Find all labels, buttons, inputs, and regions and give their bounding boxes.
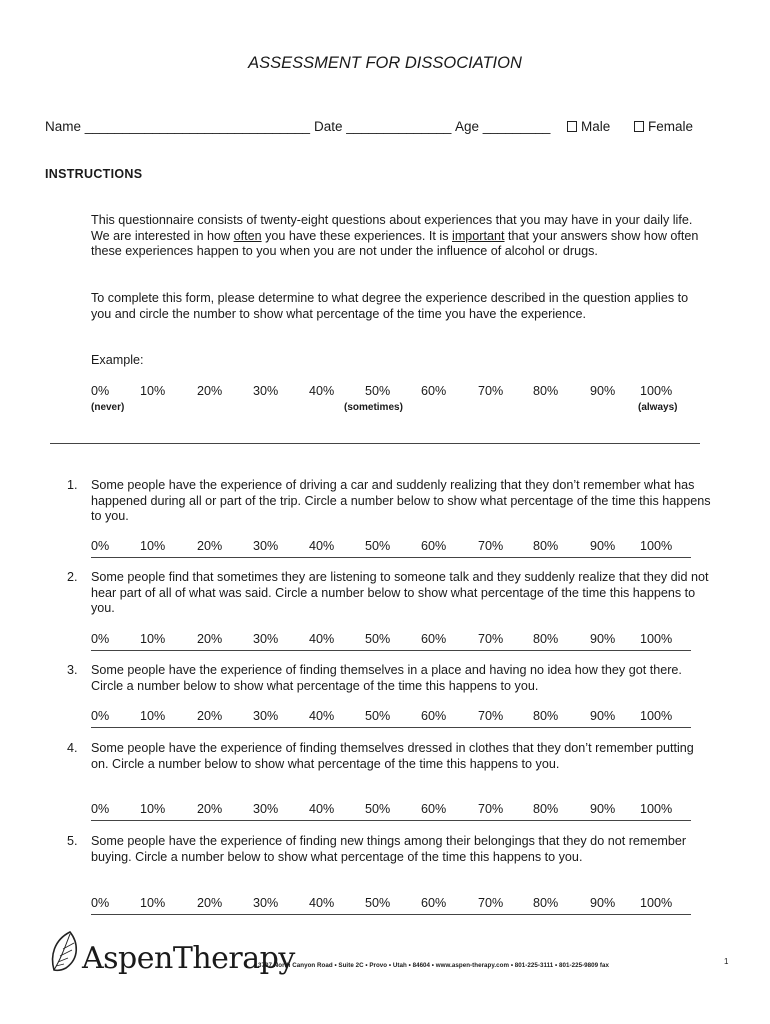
scale-option[interactable]: 10% <box>140 709 166 723</box>
male-label: Male <box>581 119 611 134</box>
scale-option[interactable]: 60% <box>421 802 447 816</box>
question-text: Some people have the experience of driving a car and suddenly realizing that they don’t remember what has happened during all or part of the trip. Circle a number below to show what percentage of the time this happens to you. <box>91 478 711 524</box>
answer-scale <box>91 539 691 558</box>
scale-option[interactable]: 90% <box>590 802 616 816</box>
scale-option[interactable]: 10% <box>140 539 166 553</box>
scale-option[interactable]: 20% <box>197 539 223 553</box>
male-option[interactable] <box>567 119 610 134</box>
question-text: Some people have the experience of finding new things among their belongings that they do not remember buying. Circle a number below to show what percentage of the time this happens to you. <box>91 834 687 864</box>
emphasis-important: important <box>452 228 505 243</box>
scale-option[interactable]: 80% <box>533 539 559 553</box>
scale-option[interactable]: 30% <box>253 802 279 816</box>
instructions-heading: INSTRUCTIONS <box>45 167 143 181</box>
scale-option[interactable]: 100% <box>640 384 673 398</box>
question-number: 2. <box>67 570 78 584</box>
scale-option[interactable]: 70% <box>478 896 504 910</box>
scale-option[interactable]: 50% <box>365 632 391 646</box>
scale-option[interactable]: 10% <box>140 802 166 816</box>
intro-paragraph-2: To complete this form, please determine to what degree the experience described in the question applies to you and circle the number to show what percentage of the time you have the experience. <box>91 291 689 321</box>
date-field[interactable]: Date ______________ <box>314 119 452 134</box>
example-scale <box>91 384 691 402</box>
female-label: Female <box>648 119 694 134</box>
page-number: 1 <box>724 957 729 966</box>
intro-text: This questionnaire consists of twenty-eight questions about experiences that you may have in your daily life. We are interested in how <box>91 213 693 243</box>
scale-option[interactable]: 80% <box>533 802 559 816</box>
scale-option[interactable]: 70% <box>478 539 504 553</box>
scale-option[interactable]: 0% <box>91 632 110 646</box>
scale-option[interactable]: 60% <box>421 632 447 646</box>
age-field[interactable]: Age _________ <box>455 119 551 134</box>
scale-option[interactable]: 0% <box>91 802 110 816</box>
checkbox-icon[interactable] <box>567 121 577 132</box>
question-number: 3. <box>67 663 78 677</box>
info-row <box>45 119 725 139</box>
scale-option[interactable]: 30% <box>253 896 279 910</box>
scale-option[interactable]: 90% <box>590 709 616 723</box>
answer-scale <box>91 896 691 915</box>
scale-option[interactable]: 10% <box>140 896 166 910</box>
scale-option[interactable]: 0% <box>91 896 110 910</box>
scale-option[interactable]: 50% <box>365 802 391 816</box>
question-number: 4. <box>67 741 78 755</box>
aspen-leaf-icon <box>48 930 84 974</box>
scale-option[interactable]: 100% <box>640 632 673 646</box>
intro-text: you have these experiences. It is <box>261 228 453 243</box>
never-label: (never) <box>91 402 125 413</box>
scale-option[interactable]: 80% <box>533 896 559 910</box>
scale-option[interactable]: 30% <box>253 539 279 553</box>
scale-option[interactable]: 10% <box>140 384 166 398</box>
scale-option[interactable]: 90% <box>590 632 616 646</box>
scale-option[interactable]: 90% <box>590 539 616 553</box>
scale-option[interactable]: 0% <box>91 539 110 553</box>
section-divider <box>50 443 700 444</box>
checkbox-icon[interactable] <box>634 121 644 132</box>
scale-option[interactable]: 100% <box>640 896 673 910</box>
scale-option[interactable]: 70% <box>478 632 504 646</box>
scale-option[interactable]: 60% <box>421 896 447 910</box>
always-label: (always) <box>638 402 678 413</box>
answer-scale <box>91 709 691 728</box>
scale-option[interactable]: 70% <box>478 802 504 816</box>
scale-option[interactable]: 40% <box>309 802 335 816</box>
sometimes-label: (sometimes) <box>344 402 403 413</box>
scale-option[interactable]: 30% <box>253 632 279 646</box>
scale-option[interactable]: 40% <box>309 632 335 646</box>
scale-option[interactable]: 20% <box>197 802 223 816</box>
scale-option[interactable]: 20% <box>197 709 223 723</box>
scale-option[interactable]: 90% <box>590 896 616 910</box>
scale-option[interactable]: 100% <box>640 539 673 553</box>
scale-option[interactable]: 60% <box>421 709 447 723</box>
scale-option[interactable]: 10% <box>140 632 166 646</box>
scale-option[interactable]: 100% <box>640 802 673 816</box>
emphasis-often: often <box>233 228 262 243</box>
scale-option[interactable]: 0% <box>91 709 110 723</box>
intro-text: that your answers show how often these experiences happen to you when you are not under the influence of alcohol or drugs. <box>91 228 699 259</box>
answer-scale <box>91 802 691 821</box>
scale-option[interactable]: 50% <box>365 384 391 398</box>
question-text: Some people find that sometimes they are listening to someone talk and they suddenly realize that they did not hear part of all of what was said. Circle a number below to show what percentage of the time this happens to you. <box>91 570 709 616</box>
question-text: Some people have the experience of finding themselves in a place and having no idea how they got there. Circle a number below to show what percentage of the time this happens to you. <box>91 663 682 693</box>
scale-option[interactable]: 20% <box>197 896 223 910</box>
scale-option[interactable]: 80% <box>533 709 559 723</box>
scale-option[interactable]: 30% <box>253 709 279 723</box>
scale-option[interactable]: 80% <box>533 632 559 646</box>
scale-option[interactable]: 40% <box>309 384 335 398</box>
question-number: 5. <box>67 834 78 848</box>
scale-option[interactable]: 40% <box>309 896 335 910</box>
scale-option[interactable]: 0% <box>91 384 110 398</box>
scale-option[interactable]: 80% <box>533 384 559 398</box>
example-label: Example: <box>91 353 144 367</box>
name-field[interactable]: Name ______________________________ <box>45 119 311 134</box>
scale-option[interactable]: 60% <box>421 539 447 553</box>
scale-option[interactable]: 40% <box>309 539 335 553</box>
brand-logo-text: AspenTherapy <box>82 941 295 976</box>
scale-option[interactable]: 50% <box>365 539 391 553</box>
intro-paragraph-1 <box>91 213 711 260</box>
answer-scale <box>91 632 691 651</box>
scale-option[interactable]: 20% <box>197 632 223 646</box>
scale-option[interactable]: 20% <box>197 384 223 398</box>
question-text: Some people have the experience of finding themselves dressed in clothes that they don’t remember putting on. Circle a number below to show what percentage of the time this happens to you. <box>91 741 694 771</box>
scale-option[interactable]: 40% <box>309 709 335 723</box>
female-option[interactable] <box>634 119 693 134</box>
page-title: ASSESSMENT FOR DISSOCIATION <box>248 54 522 72</box>
scale-option[interactable]: 100% <box>640 709 673 723</box>
scale-option[interactable]: 60% <box>421 384 447 398</box>
scale-option[interactable]: 70% <box>478 384 504 398</box>
question-number: 1. <box>67 478 78 492</box>
scale-option[interactable]: 70% <box>478 709 504 723</box>
footer-address: 3707 North Canyon Road • Suite 2C • Provo • Utah • 84604 • www.aspen-therapy.com • 801-225-3111 • 801-225-9809 fax <box>258 962 609 969</box>
scale-option[interactable]: 50% <box>365 896 391 910</box>
scale-option[interactable]: 30% <box>253 384 279 398</box>
scale-option[interactable]: 90% <box>590 384 616 398</box>
scale-option[interactable]: 50% <box>365 709 391 723</box>
